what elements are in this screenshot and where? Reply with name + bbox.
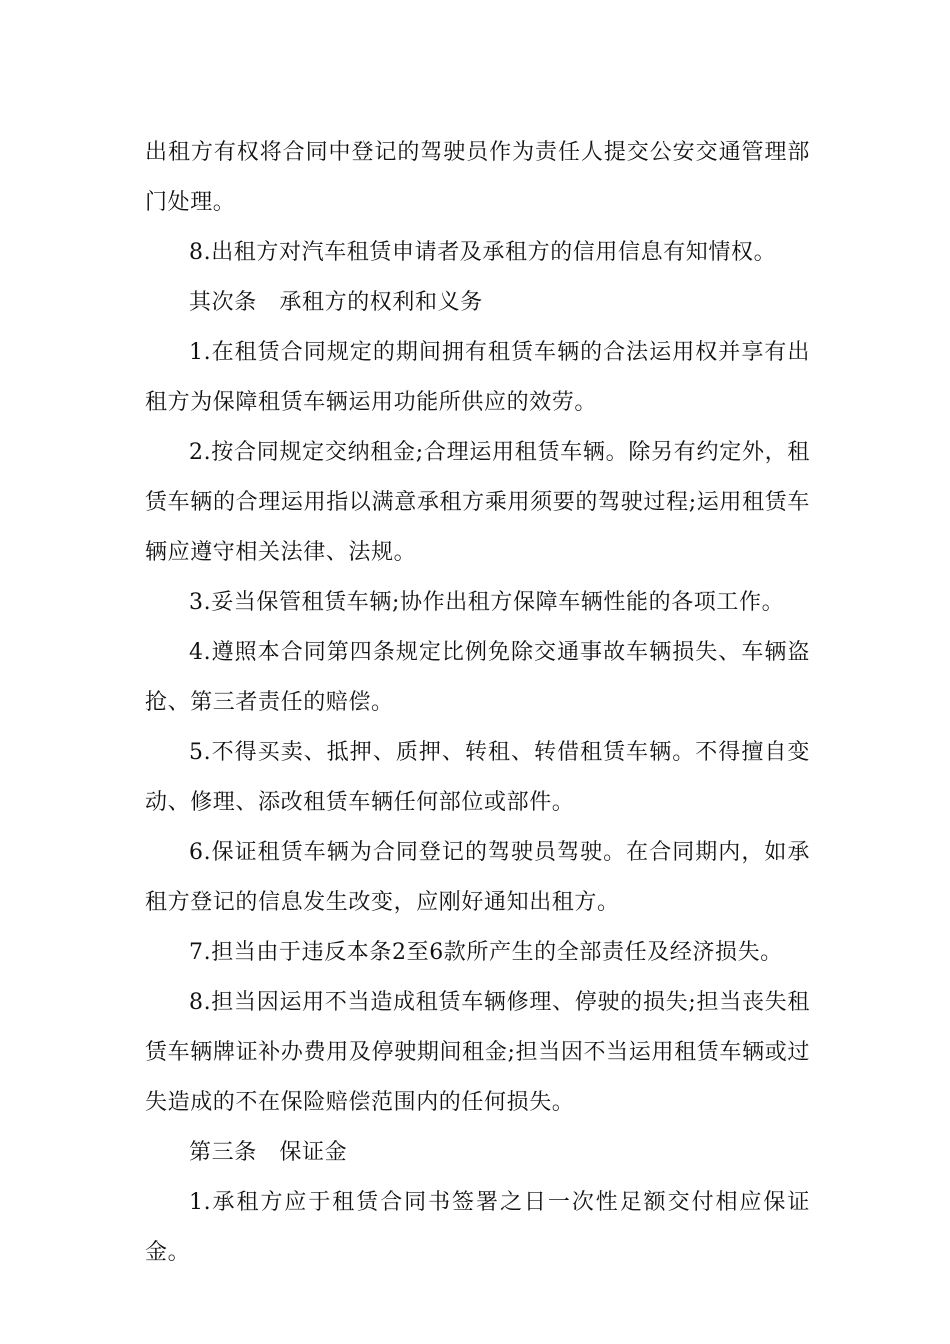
paragraph-lessee-item-1: 1.在租赁合同规定的期间拥有租赁车辆的合法运用权并享有出租方为保障租赁车辆运用功能所供应的效劳。 — [145, 340, 810, 415]
paragraph-continuation: 出租方有权将合同中登记的驾驶员作为责任人提交公安交通管理部门处理。 — [145, 140, 810, 215]
paragraph-lessee-item-6: 6.保证租赁车辆为合同登记的驾驶员驾驶。在合同期内，如承租方登记的信息发生改变，应刚好通知出租方。 — [145, 840, 810, 915]
paragraph-lessee-item-3: 3.妥当保管租赁车辆;协作出租方保障车辆性能的各项工作。 — [189, 590, 785, 615]
paragraph-lessee-item-4: 4.遵照本合同第四条规定比例免除交通事故车辆损失、车辆盗抢、第三者责任的赔偿。 — [145, 640, 810, 715]
paragraph-lessee-item-7: 7.担当由于违反本条2至6款所产生的全部责任及经济损失。 — [189, 940, 783, 965]
paragraph-deposit-item-1: 1.承租方应于租赁合同书签署之日一次性足额交付相应保证金。 — [145, 1190, 810, 1265]
paragraph-lessee-item-5: 5.不得买卖、抵押、质押、转租、转借租赁车辆。不得擅自变动、修理、添改租赁车辆任何部位或部件。 — [145, 740, 810, 815]
document-body — [145, 128, 810, 1278]
paragraph-lessee-item-2: 2.按合同规定交纳租金;合理运用租赁车辆。除另有约定外，租赁车辆的合理运用指以满意承租方乘用须要的驾驶过程;运用租赁车辆应遵守相关法律、法规。 — [145, 440, 810, 565]
section-heading-article-3: 第三条 保证金 — [189, 1140, 348, 1165]
paragraph-lessor-item-8: 8.出租方对汽车租赁申请者及承租方的信用信息有知情权。 — [189, 240, 777, 265]
paragraph-lessee-item-8: 8.担当因运用不当造成租赁车辆修理、停驶的损失;担当丧失租赁车辆牌证补办费用及停驶期间租金;担当因不当运用租赁车辆或过失造成的不在保险赔偿范围内的任何损失。 — [145, 990, 810, 1115]
section-heading-article-2: 其次条 承租方的权利和义务 — [189, 290, 483, 315]
